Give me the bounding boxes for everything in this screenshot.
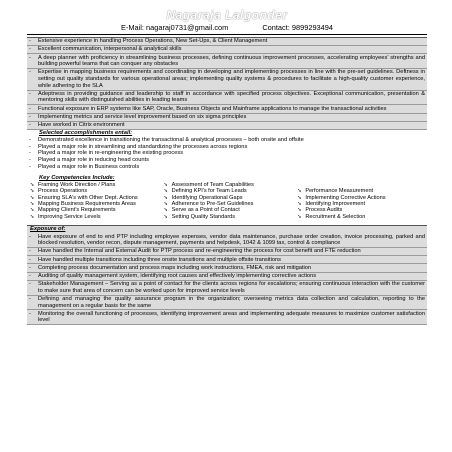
arrow-icon: ➘ — [30, 181, 35, 188]
competency-item: ➘ Identifying Improvement — [297, 201, 366, 208]
competency-item: ➘ Identifying Operational Gaps — [163, 194, 243, 201]
summary-item: - A deep planner with proficiency in streamlining business processes, defining continuous improvement processes, accelerating employees' strengths and building powerful teams that can conquer any obstacles — [29, 54, 425, 68]
summary-item: - Functional exposure in ERP systems like SAP, Oracle, Business Objects and Mainframe applications to manage the transactional activities — [27, 105, 427, 113]
competency-item: ➘ Defining KPI's for Team Leads — [163, 188, 247, 195]
competency-item: ➘ Process Audits — [297, 207, 343, 214]
candidate-name: Nagaraja Lalgonder — [166, 9, 288, 22]
competency-item: ➘ Adherence to Pre-Set Guidelines — [163, 201, 254, 208]
arrow-icon: ➘ — [297, 201, 302, 208]
competency-item: ➘ Assessment of Team Capabilities — [163, 181, 254, 188]
arrow-icon: ➘ — [163, 213, 168, 220]
arrow-icon: ➘ — [163, 181, 168, 188]
exposure-section — [27, 225, 427, 325]
summary-item: - Adeptness in providing guidance and leadership to staff in accordance with specified process objectives. Exceptional communication, presentation & mentoring skills with distinguished abilities in leading teams — [29, 90, 425, 104]
arrow-icon: ➘ — [163, 201, 168, 208]
accomplishment-item: - Played a major role in Business controls — [29, 164, 140, 171]
arrow-icon: ➘ — [163, 188, 168, 195]
arrow-icon: ➘ — [30, 201, 35, 208]
competency-item: ➘ Ensuring SLA's with Other Dept. Actions — [30, 194, 138, 201]
summary-item: - Excellent communication, interpersonal & analytical skills — [27, 46, 427, 54]
accomplishment-item: - Played a major role in re-engineering the existing process — [29, 150, 184, 157]
arrow-icon: ➘ — [297, 213, 302, 220]
accomplishment-item: - Played a major role in reducing head counts — [29, 157, 149, 164]
competencies-grid — [27, 182, 427, 220]
exposure-item: - Auditing of quality management system, identifying root causes and effectively implementing corrective actions — [27, 273, 427, 281]
summary-item: - Extensive experience in handling Process Operations, New Set-Ups, & Client Management — [27, 38, 427, 46]
resume-page — [27, 9, 427, 449]
exposure-heading: Exposure of: — [30, 226, 66, 233]
summary-section — [27, 37, 427, 130]
competency-item: ➘ Improving Service Levels — [30, 213, 101, 220]
email-text: E-Mail: nagaraj0731@gmail.com — [120, 23, 229, 32]
exposure-item: - Stakeholder Management – Serving as a point of contact for the clients across regions for escalations; ensuring continuous interaction with the customer to make sure that area of concern can be worked upon for improved service levels — [29, 281, 425, 294]
arrow-icon: ➘ — [163, 194, 168, 201]
arrow-icon: ➘ — [30, 194, 35, 201]
arrow-icon: ➘ — [30, 188, 35, 195]
summary-item: - Have worked in Citrix environment — [27, 122, 427, 130]
competency-item: ➘ Mapping Business Requirements Areas — [30, 201, 136, 208]
exposure-item: - Defining and managing the quality assurance program in the organization; overseeing metrics data collection and calculation, reporting to the management on a regular basis for the same — [29, 295, 425, 309]
accomplishments-list — [27, 137, 427, 171]
exposure-item: - Completing process documentation and process maps including work instructions, FMEA, risk and mitigation — [27, 264, 427, 272]
competencies-heading: Key Competencies Include: — [39, 174, 115, 181]
competency-item: ➘ Framing Work Direction / Plans — [30, 181, 116, 188]
competency-item: ➘ Mapping Client's Requirements — [30, 207, 116, 214]
competency-item: ➘ Process Operations — [30, 188, 88, 195]
competency-item: ➘ Performance Measurement — [297, 188, 374, 195]
summary-item: - Expertise in mapping business requirements and coordinating in developing and implementing processes in line with the pre-set guidelines. Deftness in setting out quality standards for various operational areas; implementing quality systems & procedures to facilitate a high-quality customer experience, while adhering to the SLA — [29, 69, 425, 89]
competency-item: ➘ Recruitment & Selection — [297, 213, 366, 220]
accomplishments-heading: Selected accomplishments entail: — [39, 129, 133, 136]
phone-text: Contact: 9899293494 — [262, 23, 333, 32]
arrow-icon: ➘ — [30, 213, 35, 220]
exposure-item: - Have handled the Internal and External Audit for PTP process and re-engineering the process for cost benefit and FTE reduction — [27, 248, 427, 256]
summary-item: - Implementing metrics and service level improvement based on six sigma principles — [27, 114, 427, 122]
contact-line — [27, 23, 427, 33]
arrow-icon: ➘ — [297, 207, 302, 214]
exposure-item: - Have exposure of end to end PTP including employee expenses, vendor data maintenance, purchase order creation, invoice processing, parked and blocked resolution, vendor recon, dispute management, payments and helpdesk, 1042 & 1099 tax, control & compliance — [29, 233, 425, 247]
competency-item: ➘ Setting Quality Standards — [163, 213, 236, 220]
exposure-item: - Have handled multiple transitions including three onsite transitions and multiple offsite transitions — [27, 256, 427, 264]
arrow-icon: ➘ — [297, 188, 302, 195]
arrow-icon: ➘ — [30, 207, 35, 214]
accomplishment-item: - Demonstrated excellence in transitioning the transactional & analytical processes – both onsite and offsite — [29, 136, 304, 143]
competency-item: ➘ Implementing Corrective Actions — [297, 194, 386, 201]
arrow-icon: ➘ — [297, 194, 302, 201]
exposure-item: - Monitoring the overall functioning of processes, identifying improvement areas and implementing adequate measures to maximize customer satisfaction level — [29, 310, 425, 324]
arrow-icon: ➘ — [163, 207, 168, 214]
accomplishment-item: - Played a major role in streamlining and standardizing the processes across regions — [29, 143, 248, 150]
competency-item: ➘ Serve as a Point of Contact — [163, 207, 240, 214]
